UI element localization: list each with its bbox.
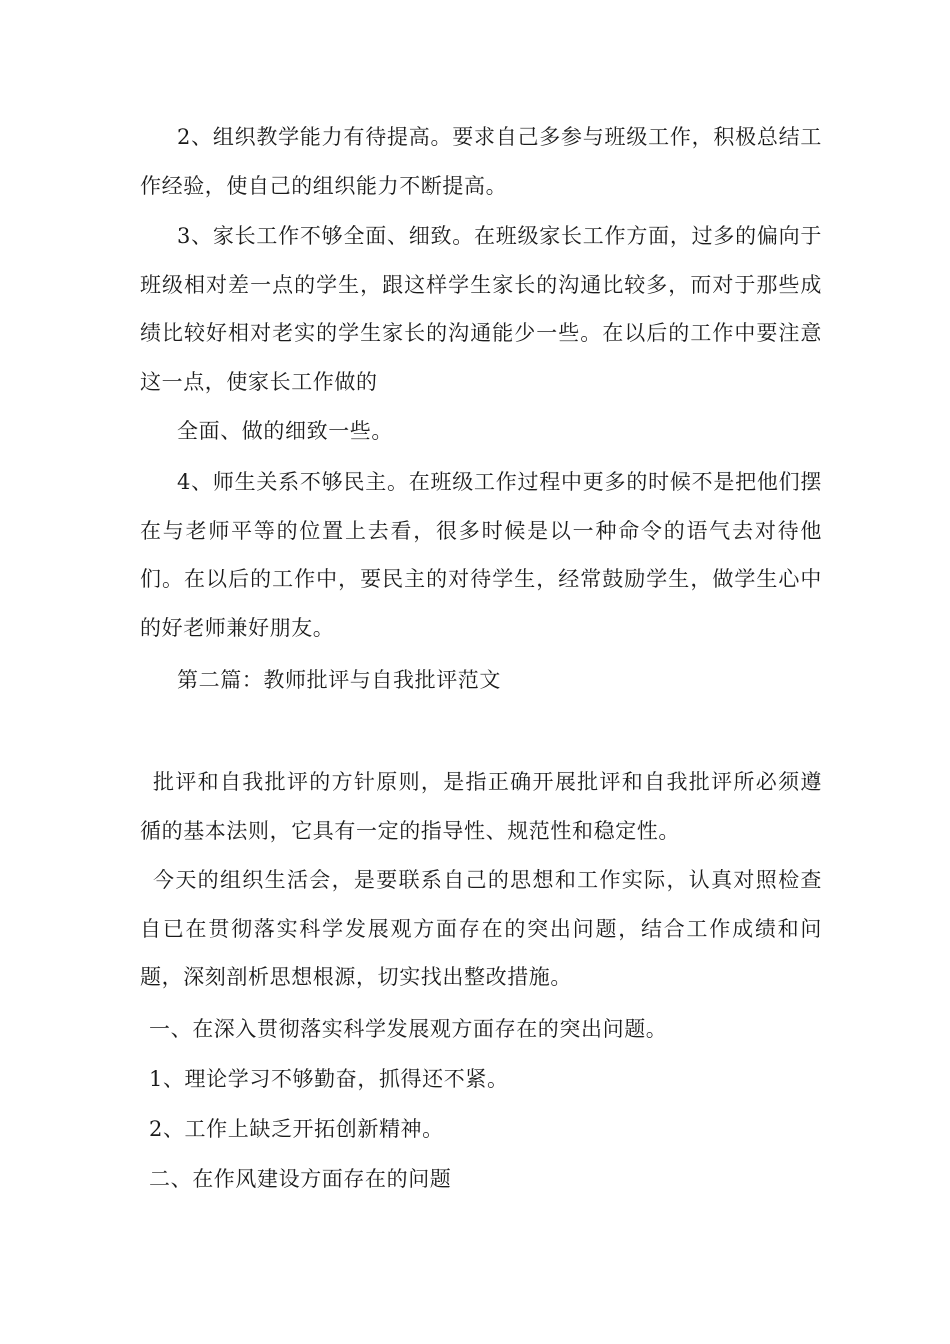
list-item-one: 1、理论学习不够勤奋，抓得还不紧。 <box>149 1067 509 1091</box>
paragraph-parent-work-continued: 全面、做的细致一些。 <box>177 419 393 443</box>
paragraph-teacher-student: 4、师生关系不够民主。在班级工作过程中更多的时候不是把他们摆在与老师平等的位置上去看，很多时候是以一种命令的语气去对待他们。在以后的工作中，要民主的对待学生，经常鼓励学生，做学生心中的好老师兼好朋友。 <box>140 470 822 641</box>
paragraph-org-ability: 2、组织教学能力有待提高。要求自己多参与班级工作，积极总结工作经验，使自己的组织能力不断提高。 <box>140 125 822 198</box>
heading-section-one: 一、在深入贯彻落实科学发展观方面存在的突出问题。 <box>149 1017 668 1041</box>
paragraph-criticism-principle: 批评和自我批评的方针原则，是指正确开展批评和自我批评所必须遵循的基本法则，它具有一定的指导性、规范性和稳定性。 <box>140 770 822 843</box>
section-heading-part-two: 第二篇：教师批评与自我批评范文 <box>177 668 501 692</box>
paragraph-meeting-purpose: 今天的组织生活会，是要联系自己的思想和工作实际，认真对照检查自已在贯彻落实科学发展观方面存在的突出问题，结合工作成绩和问题，深刻剖析思想根源，切实找出整改措施。 <box>140 868 822 990</box>
list-item-two: 2、工作上缺乏开拓创新精神。 <box>149 1117 444 1141</box>
paragraph-parent-work: 3、家长工作不够全面、细致。在班级家长工作方面，过多的偏向于班级相对差一点的学生，跟这样学生家长的沟通比较多，而对于那些成绩比较好相对老实的学生家长的沟通能少一些。在以后的工作中要注意这一点，使家长工作做的 <box>140 224 822 395</box>
heading-section-two: 二、在作风建设方面存在的问题 <box>149 1167 452 1191</box>
